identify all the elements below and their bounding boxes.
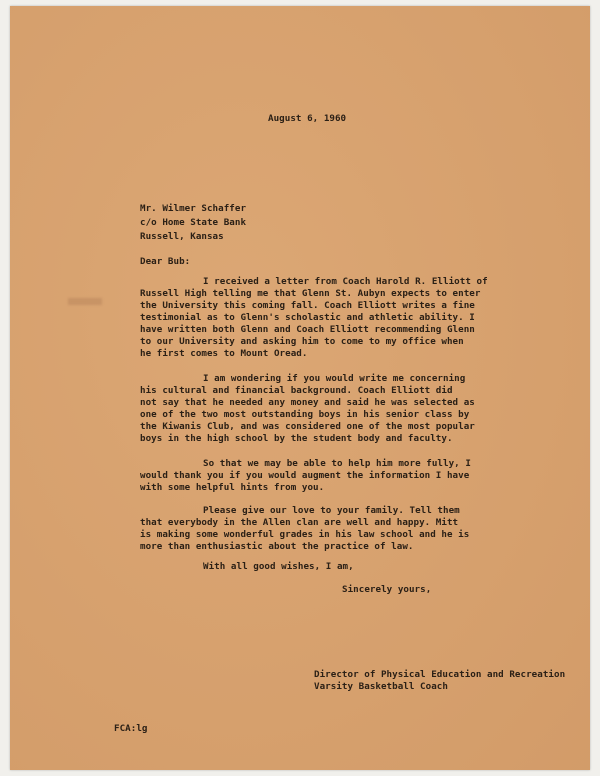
body-line: Russell High telling me that Glenn St. Aubyn expects to enter <box>140 288 481 299</box>
body-line: is making some wonderful grades in his law school and he is <box>140 529 470 540</box>
body-line: not say that he needed any money and said he was selected as <box>140 397 475 408</box>
body-line: with some helpful hints from you. <box>140 482 325 493</box>
body-line: have written both Glenn and Coach Elliott recommending Glenn <box>140 324 475 335</box>
body-line: I received a letter from Coach Harold R. Elliott of <box>203 276 488 287</box>
salutation: Dear Bub: <box>140 256 191 267</box>
closing: Sincerely yours, <box>342 584 432 595</box>
paper-smudge <box>68 298 102 305</box>
body-line: the University this coming fall. Coach Elliott writes a fine <box>140 300 475 311</box>
body-line: boys in the high school by the student body and faculty. <box>140 433 453 444</box>
body-line: his cultural and financial background. Coach Elliott did <box>140 385 453 396</box>
body-line: more than enthusiastic about the practice of law. <box>140 541 414 552</box>
signature-title-line: Director of Physical Education and Recreation <box>314 669 566 680</box>
body-line: would thank you if you would augment the information I have <box>140 470 470 481</box>
body-line: that everybody in the Allen clan are well and happy. Mitt <box>140 517 459 528</box>
letter-date: August 6, 1960 <box>268 113 347 124</box>
body-line: testimonial as to Glenn's scholastic and athletic ability. I <box>140 312 475 323</box>
body-line: to our University and asking him to come to my office when <box>140 336 464 347</box>
letter-page <box>10 6 590 770</box>
body-line: So that we may be able to help him more fully, I <box>203 458 471 469</box>
recipient-care-of: c/o Home State Bank <box>140 217 247 228</box>
body-line: the Kiwanis Club, and was considered one of the most popular <box>140 421 475 432</box>
signature-title-line: Varsity Basketball Coach <box>314 681 448 692</box>
recipient-city: Russell, Kansas <box>140 231 224 242</box>
body-line: With all good wishes, I am, <box>203 561 354 572</box>
body-line: one of the two most outstanding boys in his senior class by <box>140 409 470 420</box>
body-line: Please give our love to your family. Tell them <box>203 505 460 516</box>
body-line: I am wondering if you would write me concerning <box>203 373 466 384</box>
body-line: he first comes to Mount Oread. <box>140 348 308 359</box>
recipient-name: Mr. Wilmer Schaffer <box>140 203 247 214</box>
typist-initials: FCA:lg <box>114 723 148 734</box>
